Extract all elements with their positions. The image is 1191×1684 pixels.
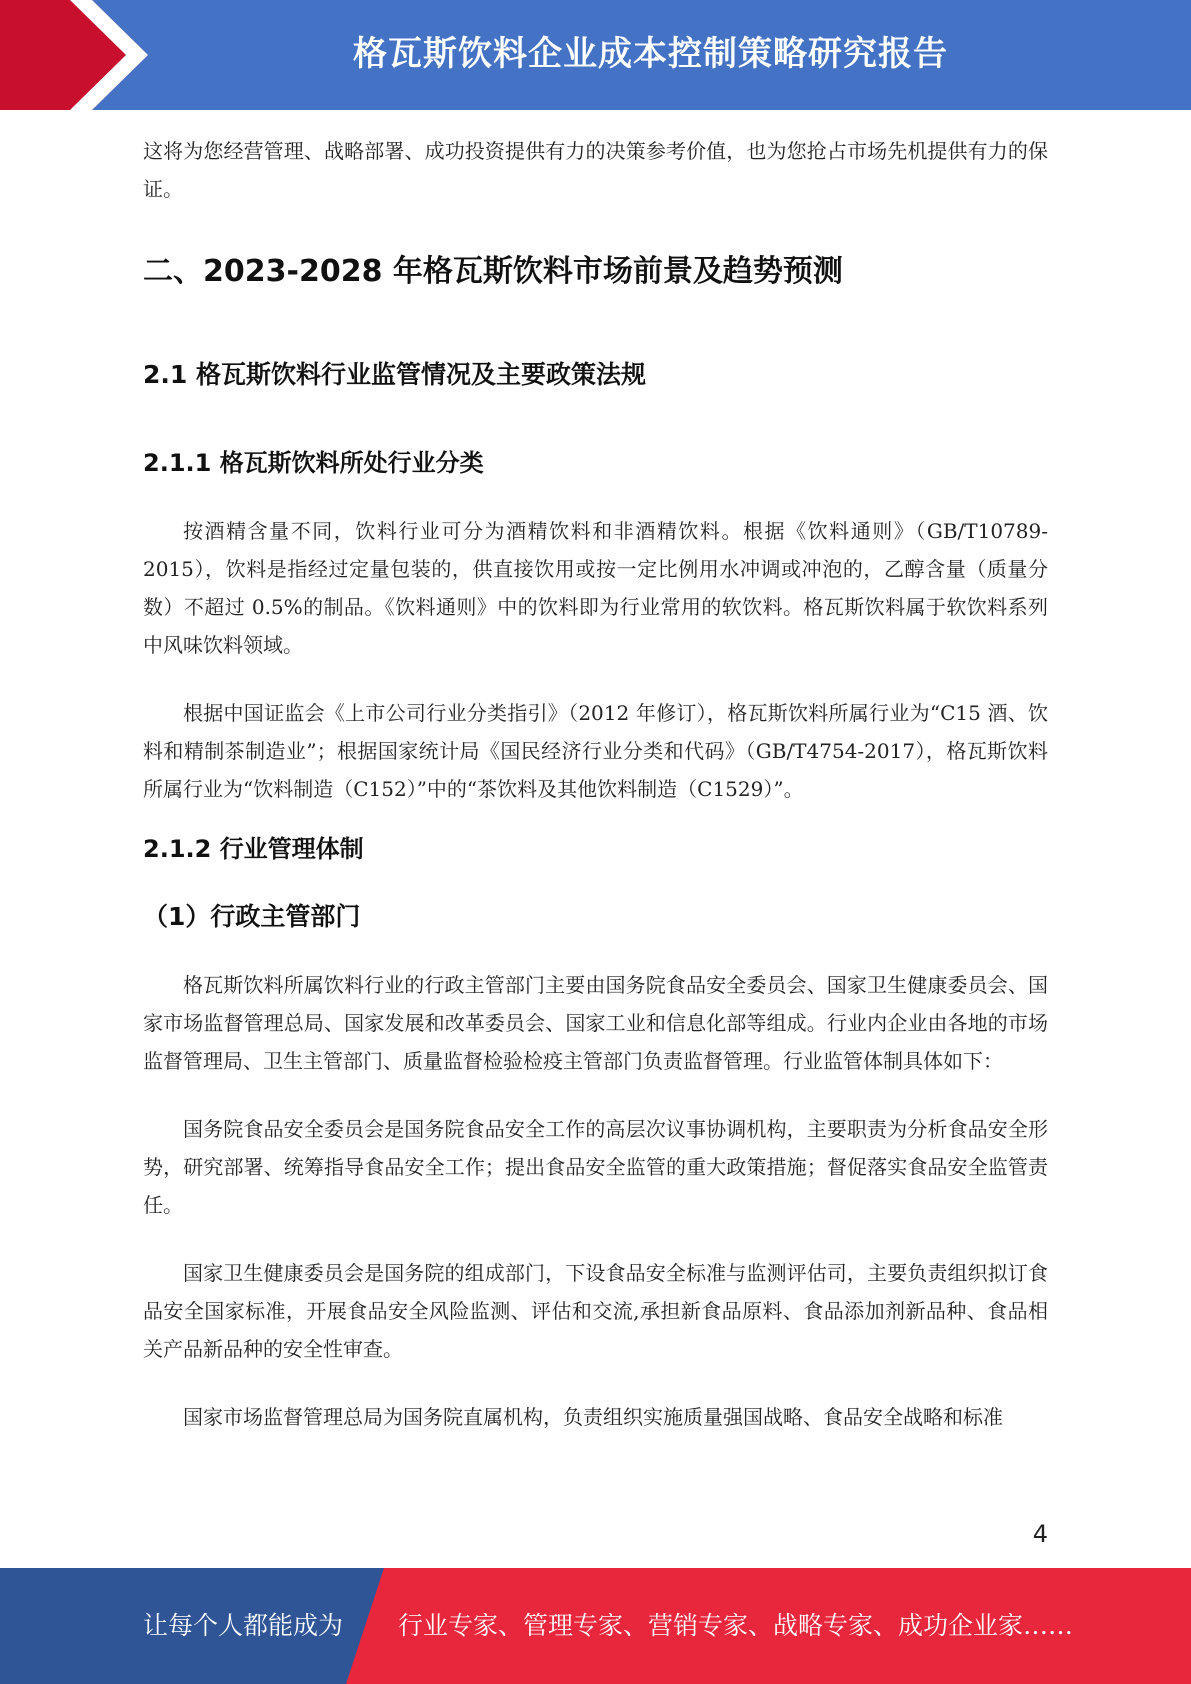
paragraph-csrc-classification: 根据中国证监会《上市公司行业分类指引》（2012 年修订），格瓦斯饮料所属行业为“C15 酒、饮料和精制茶制造业”；根据国家统计局《国民经济行业分类和代码》（GB/T4754-2017），格瓦斯饮料所属行业为“饮料制造（C152）”中的“茶饮料及其他饮料制造（C1529）”。: [143, 701, 1048, 801]
section-2-1-heading: 2.1 格瓦斯饮料行业监管情况及主要政策法规: [143, 360, 646, 389]
report-title: 格瓦斯饮料企业成本控制策略研究报告: [353, 34, 948, 74]
footer-slogan-left: 让每个人都能成为: [143, 1611, 344, 1640]
intro-paragraph: 这将为您经营管理、战略部署、成功投资提供有力的决策参考价值，也为您抢占市场先机提供有力的保证。: [143, 139, 1048, 201]
paragraph-regulators: 格瓦斯饮料所属饮料行业的行政主管部门主要由国务院食品安全委员会、国家卫生健康委员会、国家市场监督管理总局、国家发展和改革委员会、国家工业和信息化部等组成。行业内企业由各地的市场监督管理局、卫生主管部门、质量监督检验检疫主管部门负责监督管理。行业监管体制具体如下：: [143, 973, 1048, 1073]
section-2-heading: 二、2023-2028 年格瓦斯饮料市场前景及趋势预测: [143, 254, 843, 289]
page-footer: [0, 1568, 1191, 1684]
subsection-1-heading: （1）行政主管部门: [143, 902, 361, 931]
page-number: 4: [1032, 1520, 1048, 1548]
page-header: [0, 0, 1191, 110]
section-2-1-2-heading: 2.1.2 行业管理体制: [143, 835, 364, 863]
section-2-1-1-heading: 2.1.1 格瓦斯饮料所处行业分类: [143, 449, 484, 477]
paragraph-industry-classification: 按酒精含量不同，饮料行业可分为酒精饮料和非酒精饮料。根据《饮料通则》（GB/T10789-2015），饮料是指经过定量包装的，供直接饮用或按一定比例用水冲调或冲泡的，乙醇含量（质量分数）不超过 0.5%的制品。《饮料通则》中的饮料即为行业常用的软饮料。格瓦斯饮料属于软饮料系列中风味饮料领域。: [143, 519, 1048, 657]
paragraph-market-regulation: 国家市场监督管理总局为国务院直属机构，负责组织实施质量强国战略、食品安全战略和标准: [183, 1405, 1003, 1429]
footer-slogan-right: 行业专家、管理专家、营销专家、战略专家、成功企业家……: [398, 1611, 1074, 1640]
page-content: [143, 132, 1048, 1436]
header-arrow-decoration: [0, 0, 160, 110]
paragraph-health-commission: 国家卫生健康委员会是国务院的组成部门，下设食品安全标准与监测评估司，主要负责组织拟订食品安全国家标准，开展食品安全风险监测、评估和交流,承担新食品原料、食品添加剂新品种、食品相关产品新品种的安全性审查。: [143, 1261, 1048, 1361]
paragraph-food-safety-committee: 国务院食品安全委员会是国务院食品安全工作的高层次议事协调机构，主要职责为分析食品安全形势，研究部署、统筹指导食品安全工作；提出食品安全监管的重大政策措施；督促落实食品安全监管责任。: [143, 1117, 1048, 1217]
